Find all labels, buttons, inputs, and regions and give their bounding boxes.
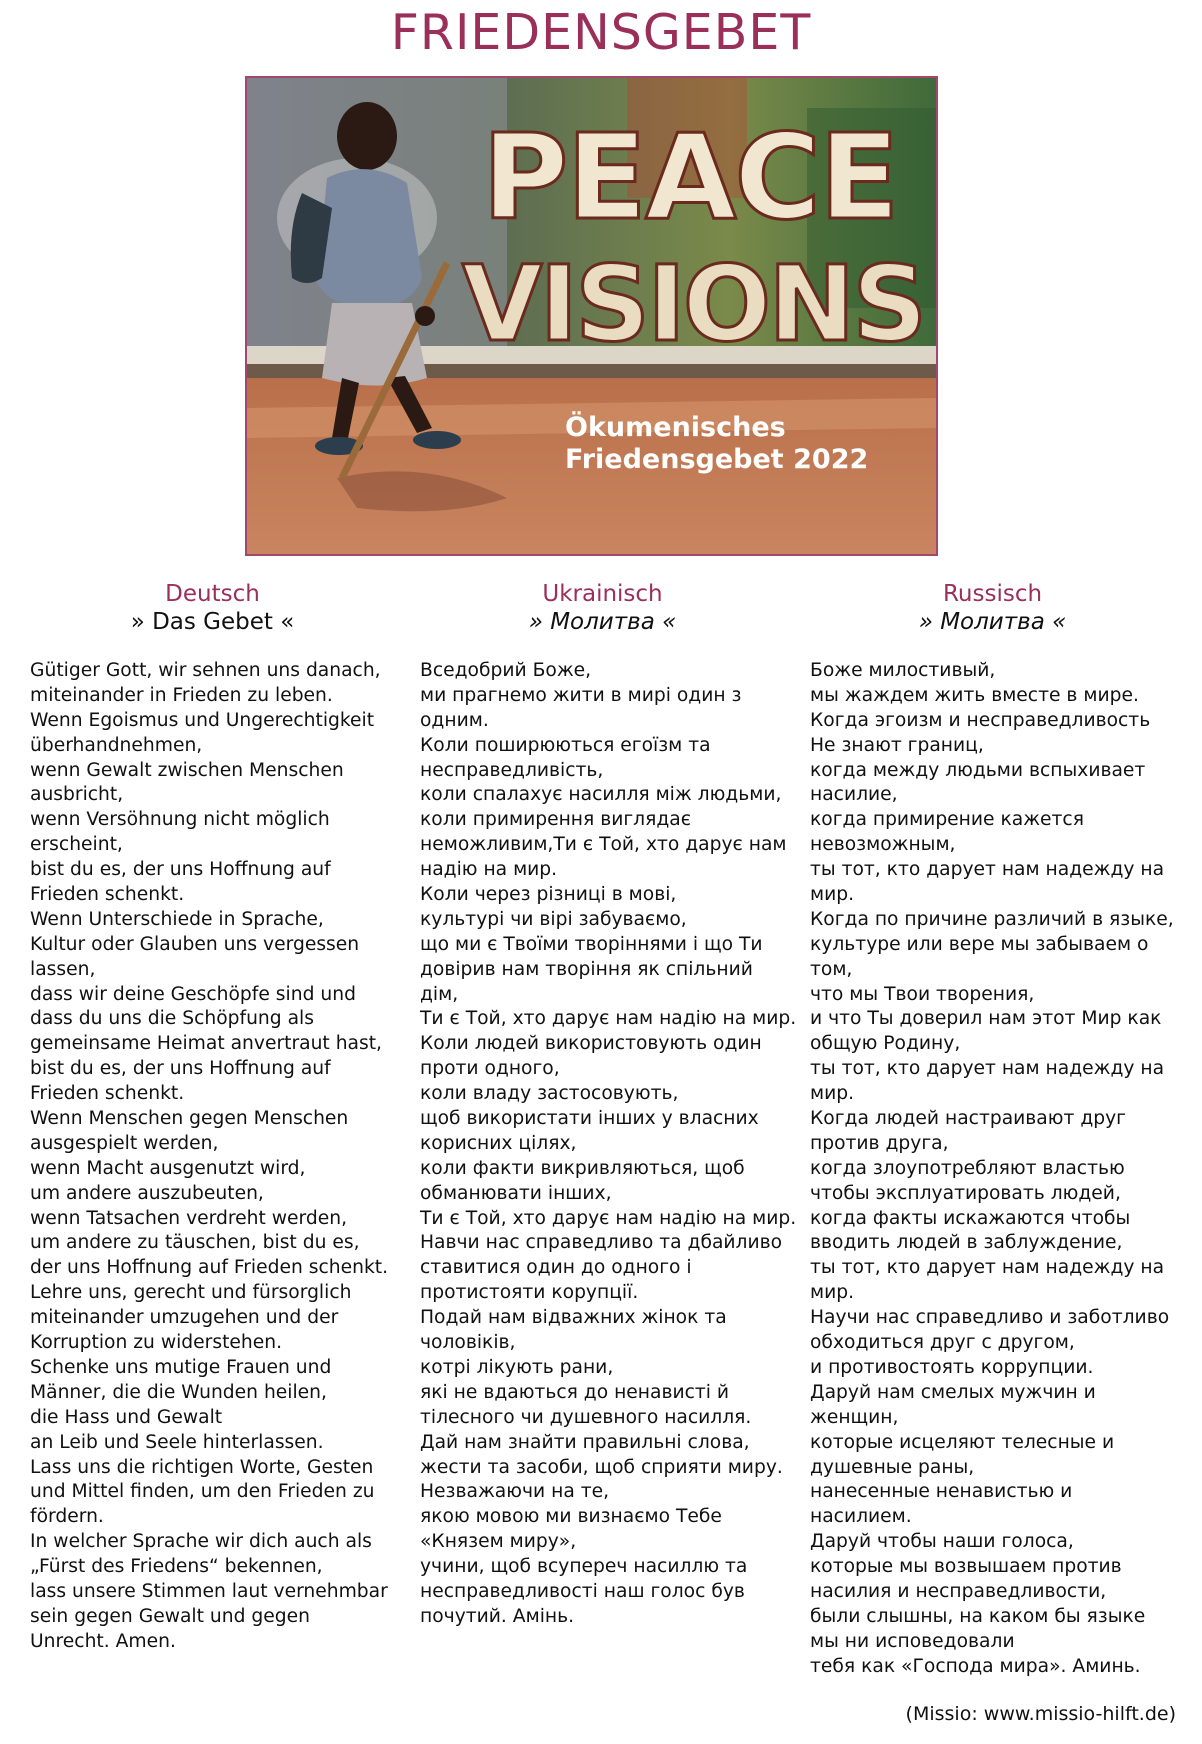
prayer-line: ты тот, кто дарует нам надежду на [810, 1058, 1165, 1080]
column-russisch [810, 580, 1202, 1680]
caption-line-1: Ökumenisches [565, 412, 786, 443]
prayer-line: котрі лікують рани, [420, 1356, 614, 1378]
prayer-line: Подай нам відважних жінок та [420, 1307, 727, 1329]
prayer-line: которые исцеляют телесные и [810, 1431, 1115, 1453]
prayer-line: um andere zu täuschen, bist du es, [30, 1232, 360, 1254]
prayer-line: том, [810, 958, 853, 980]
prayer-line: Незважаючи на те, [420, 1481, 610, 1503]
prayer-line: Дай нам знайти правильні слова, [420, 1431, 750, 1453]
prayer-line: дім, [420, 983, 459, 1005]
prayer-line: Wenn Unterschiede in Sprache, [30, 908, 324, 930]
prayer-line: Даруй чтобы наши голоса, [810, 1531, 1074, 1553]
prayer-line: und Mittel finden, um den Frieden zu [30, 1481, 375, 1503]
prayer-line: Боже милостивый, [810, 660, 996, 681]
prayer-line: ausbricht, [30, 784, 124, 806]
prayer-line: wenn Macht ausgenutzt wird, [30, 1157, 306, 1179]
language-label: Ukrainisch [542, 581, 663, 607]
prayer-line: wenn Versöhnung nicht möglich [30, 809, 330, 831]
prayer-line: lassen, [30, 958, 96, 980]
prayer-line: коли факти викривляються, щоб [420, 1157, 745, 1179]
prayer-line: культурі чи вірі забуваємо, [420, 908, 687, 930]
prayer-line: Kultur oder Glauben uns vergessen [30, 933, 360, 955]
prayer-line: Ти є Той, хто дарує нам надію на мир. [420, 1207, 797, 1229]
prayer-line: bist du es, der uns Hoffnung auf [30, 859, 331, 881]
prayer-line: коли спалахує насилля між людьми, [420, 784, 782, 806]
prayer-line: um andere auszubeuten, [30, 1182, 264, 1204]
page-title: FRIEDENSGEBET [390, 4, 812, 61]
prayer-line: Korruption zu widerstehen. [30, 1332, 283, 1354]
language-label: Deutsch [165, 581, 260, 607]
prayer-line: dass wir deine Geschöpfe sind und [30, 983, 356, 1005]
prayer-line: мир. [810, 1083, 855, 1105]
prayer-line: якою мовою ми визнаємо Тебе [420, 1506, 722, 1528]
prayer-line: вводить людей в заблуждение, [810, 1232, 1123, 1254]
prayer-line: невозможным, [810, 834, 956, 856]
prayer-line: тебя как «Господа мира». Аминь. [810, 1655, 1141, 1677]
prayer-heading: » Молитва « [918, 609, 1067, 635]
prayer-line: мир. [810, 884, 855, 906]
prayer-line: и противостоять коррупции. [810, 1356, 1094, 1378]
prayer-line: der uns Hoffnung auf Frieden schenkt. [30, 1257, 389, 1279]
prayer-line: чтобы эксплуатировать людей, [810, 1182, 1121, 1204]
prayer-line: Wenn Menschen gegen Menschen [30, 1108, 349, 1130]
prayer-line: душевные раны, [810, 1456, 975, 1478]
prayer-line: когда злоупотребляют властью [810, 1157, 1125, 1179]
prayer-line: wenn Gewalt zwischen Menschen [30, 759, 344, 781]
prayer-line: erscheint, [30, 834, 123, 856]
prayer-line: щоб використати інших у власних [420, 1108, 759, 1130]
prayer-line: неможливим,Ти є Той, хто дарує нам [420, 834, 787, 856]
prayer-line: тілесного чи душевного насилля. [420, 1406, 752, 1428]
prayer-line: In welcher Sprache wir dich auch als [30, 1531, 372, 1553]
prayer-line: überhandnehmen, [30, 734, 203, 756]
prayer-line: Frieden schenkt. [30, 1083, 185, 1105]
prayer-line: Gütiger Gott, wir sehnen uns danach, [30, 660, 381, 681]
prayer-line: одним. [420, 709, 489, 731]
prayer-line: учини, щоб всупереч насиллю та [420, 1556, 748, 1578]
prayer-line: bist du es, der uns Hoffnung auf [30, 1058, 331, 1080]
prayer-line: miteinander in Frieden zu leben. [30, 684, 333, 706]
prayer-line: Коли людей використовують один [420, 1033, 762, 1055]
prayer-line: нанесенные ненавистью и [810, 1481, 1073, 1503]
prayer-line: «Князем миру», [420, 1531, 577, 1553]
prayer-line: жести та засоби, щоб сприяти миру. [420, 1456, 783, 1478]
prayer-line: протистояти корупції. [420, 1282, 639, 1304]
prayer-line: мы ни исповедовали [810, 1630, 1015, 1652]
prayer-line: ты тот, кто дарует нам надежду на [810, 1257, 1165, 1279]
prayer-line: проти одного, [420, 1058, 560, 1080]
prayer-line: Ти є Той, хто дарує нам надію на мир. [420, 1008, 797, 1030]
prayer-line: мы жаждем жить вместе в мире. [810, 684, 1139, 706]
prayer-line: ми прагнемо жити в мирі один з [420, 684, 742, 706]
prayer-line: обманювати інших, [420, 1182, 612, 1204]
prayer-line: ausgespielt werden, [30, 1132, 219, 1154]
prayer-line: насилием. [810, 1506, 912, 1528]
prayer-line: Навчи нас справедливо та дбайливо [420, 1232, 783, 1254]
prayer-line: коли примирення виглядає [420, 809, 691, 831]
prayer-line: fördern. [30, 1506, 104, 1528]
column-ukrainisch [420, 580, 815, 1630]
prayer-line: надію на мир. [420, 859, 558, 881]
prayer-line: Schenke uns mutige Frauen und [30, 1356, 332, 1378]
source-credit: (Missio: www.missio-hilft.de) [905, 1703, 1176, 1725]
prayer-line: Когда людей настраивают друг [810, 1108, 1126, 1130]
prayer-line: насилие, [810, 784, 898, 806]
prayer-line: die Hass und Gewalt [30, 1406, 223, 1428]
prayer-line: что мы Твои творения, [810, 983, 1035, 1005]
graffiti-peace: PEACE [482, 108, 898, 246]
prayer-line: почутий. Амінь. [420, 1605, 575, 1627]
prayer-line: несправедливість, [420, 759, 604, 781]
hero-image [245, 76, 938, 556]
prayer-line: Lass uns die richtigen Worte, Gesten [30, 1456, 374, 1478]
prayer-line: когда примирение кажется [810, 809, 1084, 831]
prayer-line: ставитися один до одного і [420, 1257, 692, 1279]
prayer-line: Frieden schenkt. [30, 884, 185, 906]
prayer-line: ты тот, кто дарует нам надежду на [810, 859, 1165, 881]
prayer-line: против друга, [810, 1132, 949, 1154]
prayer-line: коли владу застосовують, [420, 1083, 679, 1105]
prayer-line: культуре или вере мы забываем о [810, 933, 1149, 955]
prayer-line: Когда по причине различий в языке, [810, 908, 1174, 930]
prayer-line: sein gegen Gewalt und gegen [30, 1605, 310, 1627]
prayer-text [30, 659, 425, 1655]
prayer-line: когда факты искажаются чтобы [810, 1207, 1131, 1229]
prayer-text [810, 659, 1202, 1680]
prayer-line: Wenn Egoismus und Ungerechtigkeit [30, 709, 375, 731]
prayer-line: Коли через різниці в мові, [420, 884, 677, 906]
graffiti-visions: VISIONS [462, 243, 925, 365]
prayer-line: dass du uns die Schöpfung als [30, 1008, 314, 1030]
prayer-line: Коли поширюються егоїзм та [420, 734, 711, 756]
prayer-line: когда между людьми вспыхивает [810, 759, 1146, 781]
prayer-line: Unrecht. Amen. [30, 1630, 176, 1652]
prayer-line: miteinander umzugehen und der [30, 1307, 339, 1329]
prayer-line: общую Родину, [810, 1033, 961, 1055]
prayer-line: насилия и несправедливости, [810, 1580, 1107, 1602]
prayer-line: обходиться друг с другом, [810, 1332, 1075, 1354]
prayer-line: и что Ты доверил нам этот Мир как [810, 1008, 1162, 1030]
prayer-line: an Leib und Seele hinterlassen. [30, 1431, 324, 1453]
prayer-line: которые мы возвышаем против [810, 1556, 1122, 1578]
prayer-line: Вседобрий Боже, [420, 660, 592, 681]
prayer-line: Не знают границ, [810, 734, 984, 756]
prayer-line: wenn Tatsachen verdreht werden, [30, 1207, 348, 1229]
prayer-line: gemeinsame Heimat anvertraut hast, [30, 1033, 382, 1055]
prayer-line: чоловіків, [420, 1332, 516, 1354]
prayer-line: „Fürst des Friedens“ bekennen, [30, 1556, 323, 1578]
prayer-line: які не вдаються до ненависті й [420, 1381, 730, 1403]
prayer-line: Когда эгоизм и несправедливость [810, 709, 1151, 731]
prayer-line: корисних цілях, [420, 1132, 577, 1154]
prayer-line: мир. [810, 1282, 855, 1304]
prayer-heading: » Das Gebet « [130, 609, 295, 635]
prayer-line: были слышны, на каком бы языке [810, 1605, 1146, 1627]
caption-line-2: Friedensgebet 2022 [565, 444, 869, 475]
language-label: Russisch [942, 581, 1043, 607]
prayer-line: Научи нас справедливо и заботливо [810, 1307, 1170, 1329]
prayer-line: Lehre uns, gerecht und fürsorglich [30, 1282, 352, 1304]
column-deutsch [30, 580, 425, 1655]
prayer-text [420, 659, 815, 1630]
prayer-line: lass unsere Stimmen laut vernehmbar [30, 1580, 388, 1602]
prayer-line: Männer, die die Wunden heilen, [30, 1381, 327, 1403]
prayer-line: довірив нам творіння як спільний [420, 958, 753, 980]
prayer-line: Даруй нам смелых мужчин и [810, 1381, 1096, 1403]
prayer-line: женщин, [810, 1406, 899, 1428]
prayer-line: що ми є Твоїми творіннями і що Ти [420, 933, 763, 955]
prayer-heading: » Молитва « [528, 609, 677, 635]
prayer-line: несправедливості наш голос був [420, 1580, 745, 1602]
